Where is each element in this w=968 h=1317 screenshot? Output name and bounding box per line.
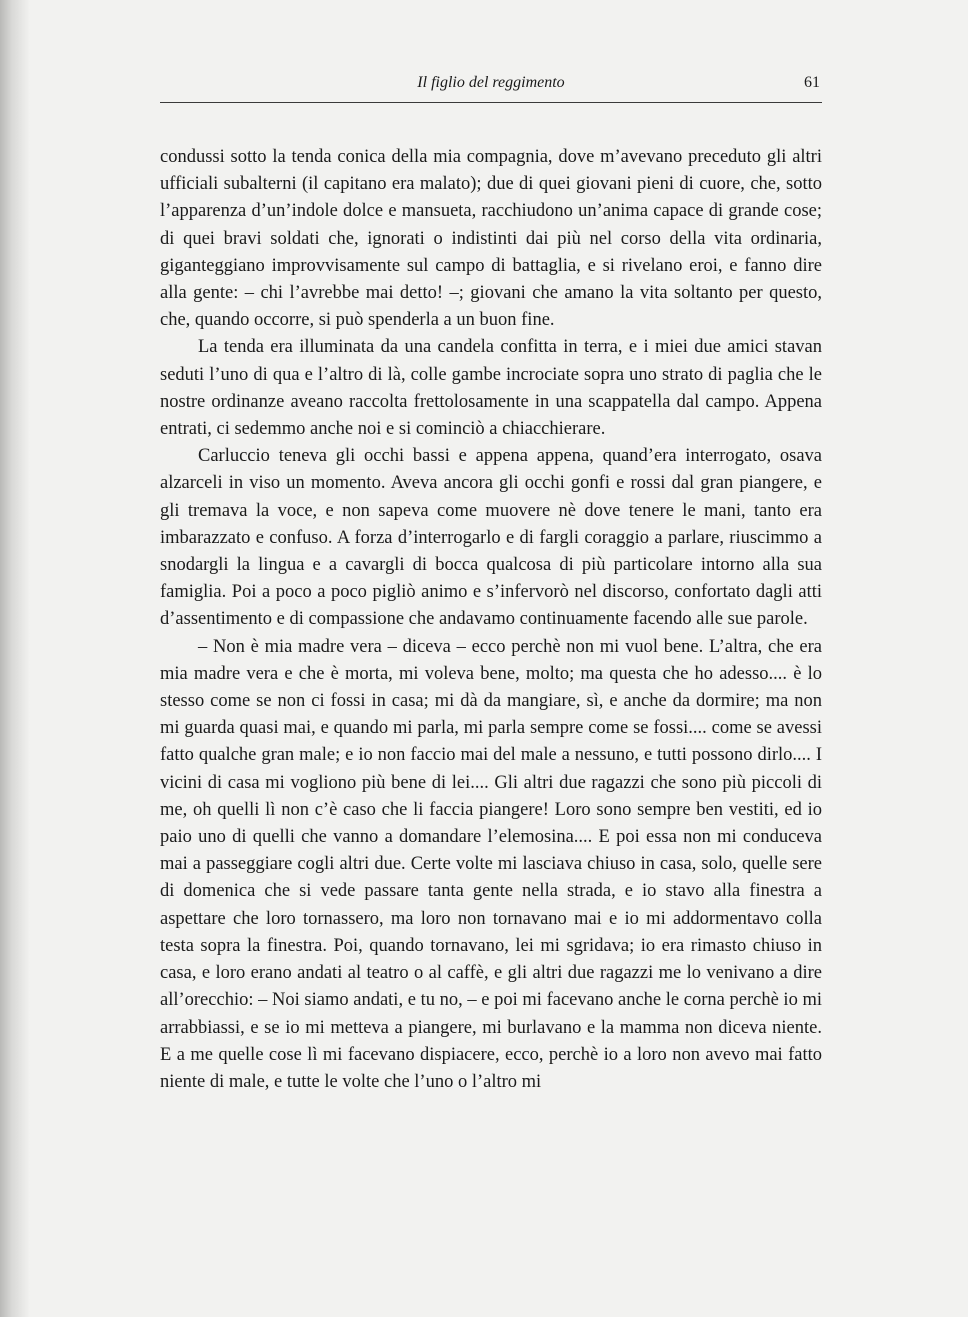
paragraph-4: – Non è mia madre vera – diceva – ecco perchè non mi vuol bene. L’altra, che era mia madre vera e che è morta, mi voleva bene, molto; ma questa che ho adesso.... è lo stesso come se non ci fossi in casa; mi dà da mangiare, sì, e anche da dormire; ma non mi guarda quasi mai, e quando mi parla, mi parla sempre come se fossi.... come se avessi fatto qualche gran male; e io non faccio mai del male a nessuno, e tutti possono dirlo.... I vicini di casa mi vogliono più bene di lei.... Gli altri due ragazzi che sono più piccoli di me, oh quelli lì non c’è caso che li faccia piangere! Loro sono sempre ben vestiti, ed io paio uno di quelli che vanno a domandare l’elemosina.... E poi essa non mi conduceva mai a passeggiare cogli altri due. Certe volte mi lasciava chiuso in casa, solo, quelle sere di domenica che si vede passare tanta gente nella strada, e io stavo alla finestra a aspettare che loro tornassero, ma loro non tornavano mai e io mi addormentavo colla testa sopra la finestra. Poi, quando tornavano, lei mi sgridava; io era rimasto chiuso in casa, e loro erano andati al teatro o al caffè, e gli altri due ragazzi me lo venivano a dire all’orecchio: – Noi siamo andati, e tu no, – e poi mi facevano anche le corna perchè io mi arrabbiassi, e se io mi metteva a piangere, mi burlavano e la mamma non diceva niente. E a me quelle cose lì mi facevano dispiacere, ecco, perchè io a loro non avevo mai fatto niente di male, e tutte le volte che l’uno o l’altro mi	[160, 636, 822, 1092]
paragraph-3: Carluccio teneva gli occhi bassi e appena appena, quand’era interrogato, osava alzarceli in viso un momento. Aveva ancora gli occhi gonfi e rossi dal gran piangere, e gli tremava la voce, e non sapeva come muovere nè dove tenere le mani, tanto era imbarazzato e confuso. A forza d’interrogarlo e di fargli coraggio a parlare, riuscimmo a snodargli la lingua e a cavargli di bocca qualcosa di più particolare intorno alla sua famiglia. Poi a poco a poco pigliò animo e s’infervorò nel discorso, confortato dagli atti d’assentimento e di compassione che andavamo continuamente facendo alle sue parole.	[160, 446, 822, 630]
page-header	[160, 72, 822, 103]
page-number: 61	[804, 74, 820, 91]
paragraph-1: condussi sotto la tenda conica della mia compagnia, dove m’avevano preceduto gli altri ufficiali subalterni (il capitano era malato); due di quei giovani pieni di cuore, che, sotto l’apparenza d’un’indole dolce e mansueta, racchiudono un’anima capace di grande cose; di quei bravi soldati che, ignorati o indistinti dai più nel corso della vita ordinaria, giganteggiano improvvisamente sul campo di battaglia, e si rivelano eroi, e fanno dire alla gente: – chi l’avrebbe mai detto! –; giovani che amano la vita soltanto per questo, che, quando occorre, si può spenderla a un buon fine.	[160, 147, 822, 331]
body-text	[160, 144, 822, 1096]
paragraph-2: La tenda era illuminata da una candela confitta in terra, e i miei due amici stavan seduti l’uno di qua e l’altro di là, colle gambe incrociate sopra uno strato di paglia che le nostre ordinanze aveano raccolta frettolosamente in una scappatella dal campo. Appena entrati, ci sedemmo anche noi e si cominciò a chiacchierare.	[160, 337, 822, 440]
running-title: Il figlio del reggimento	[417, 74, 565, 91]
page-gutter-shadow	[0, 0, 30, 1317]
